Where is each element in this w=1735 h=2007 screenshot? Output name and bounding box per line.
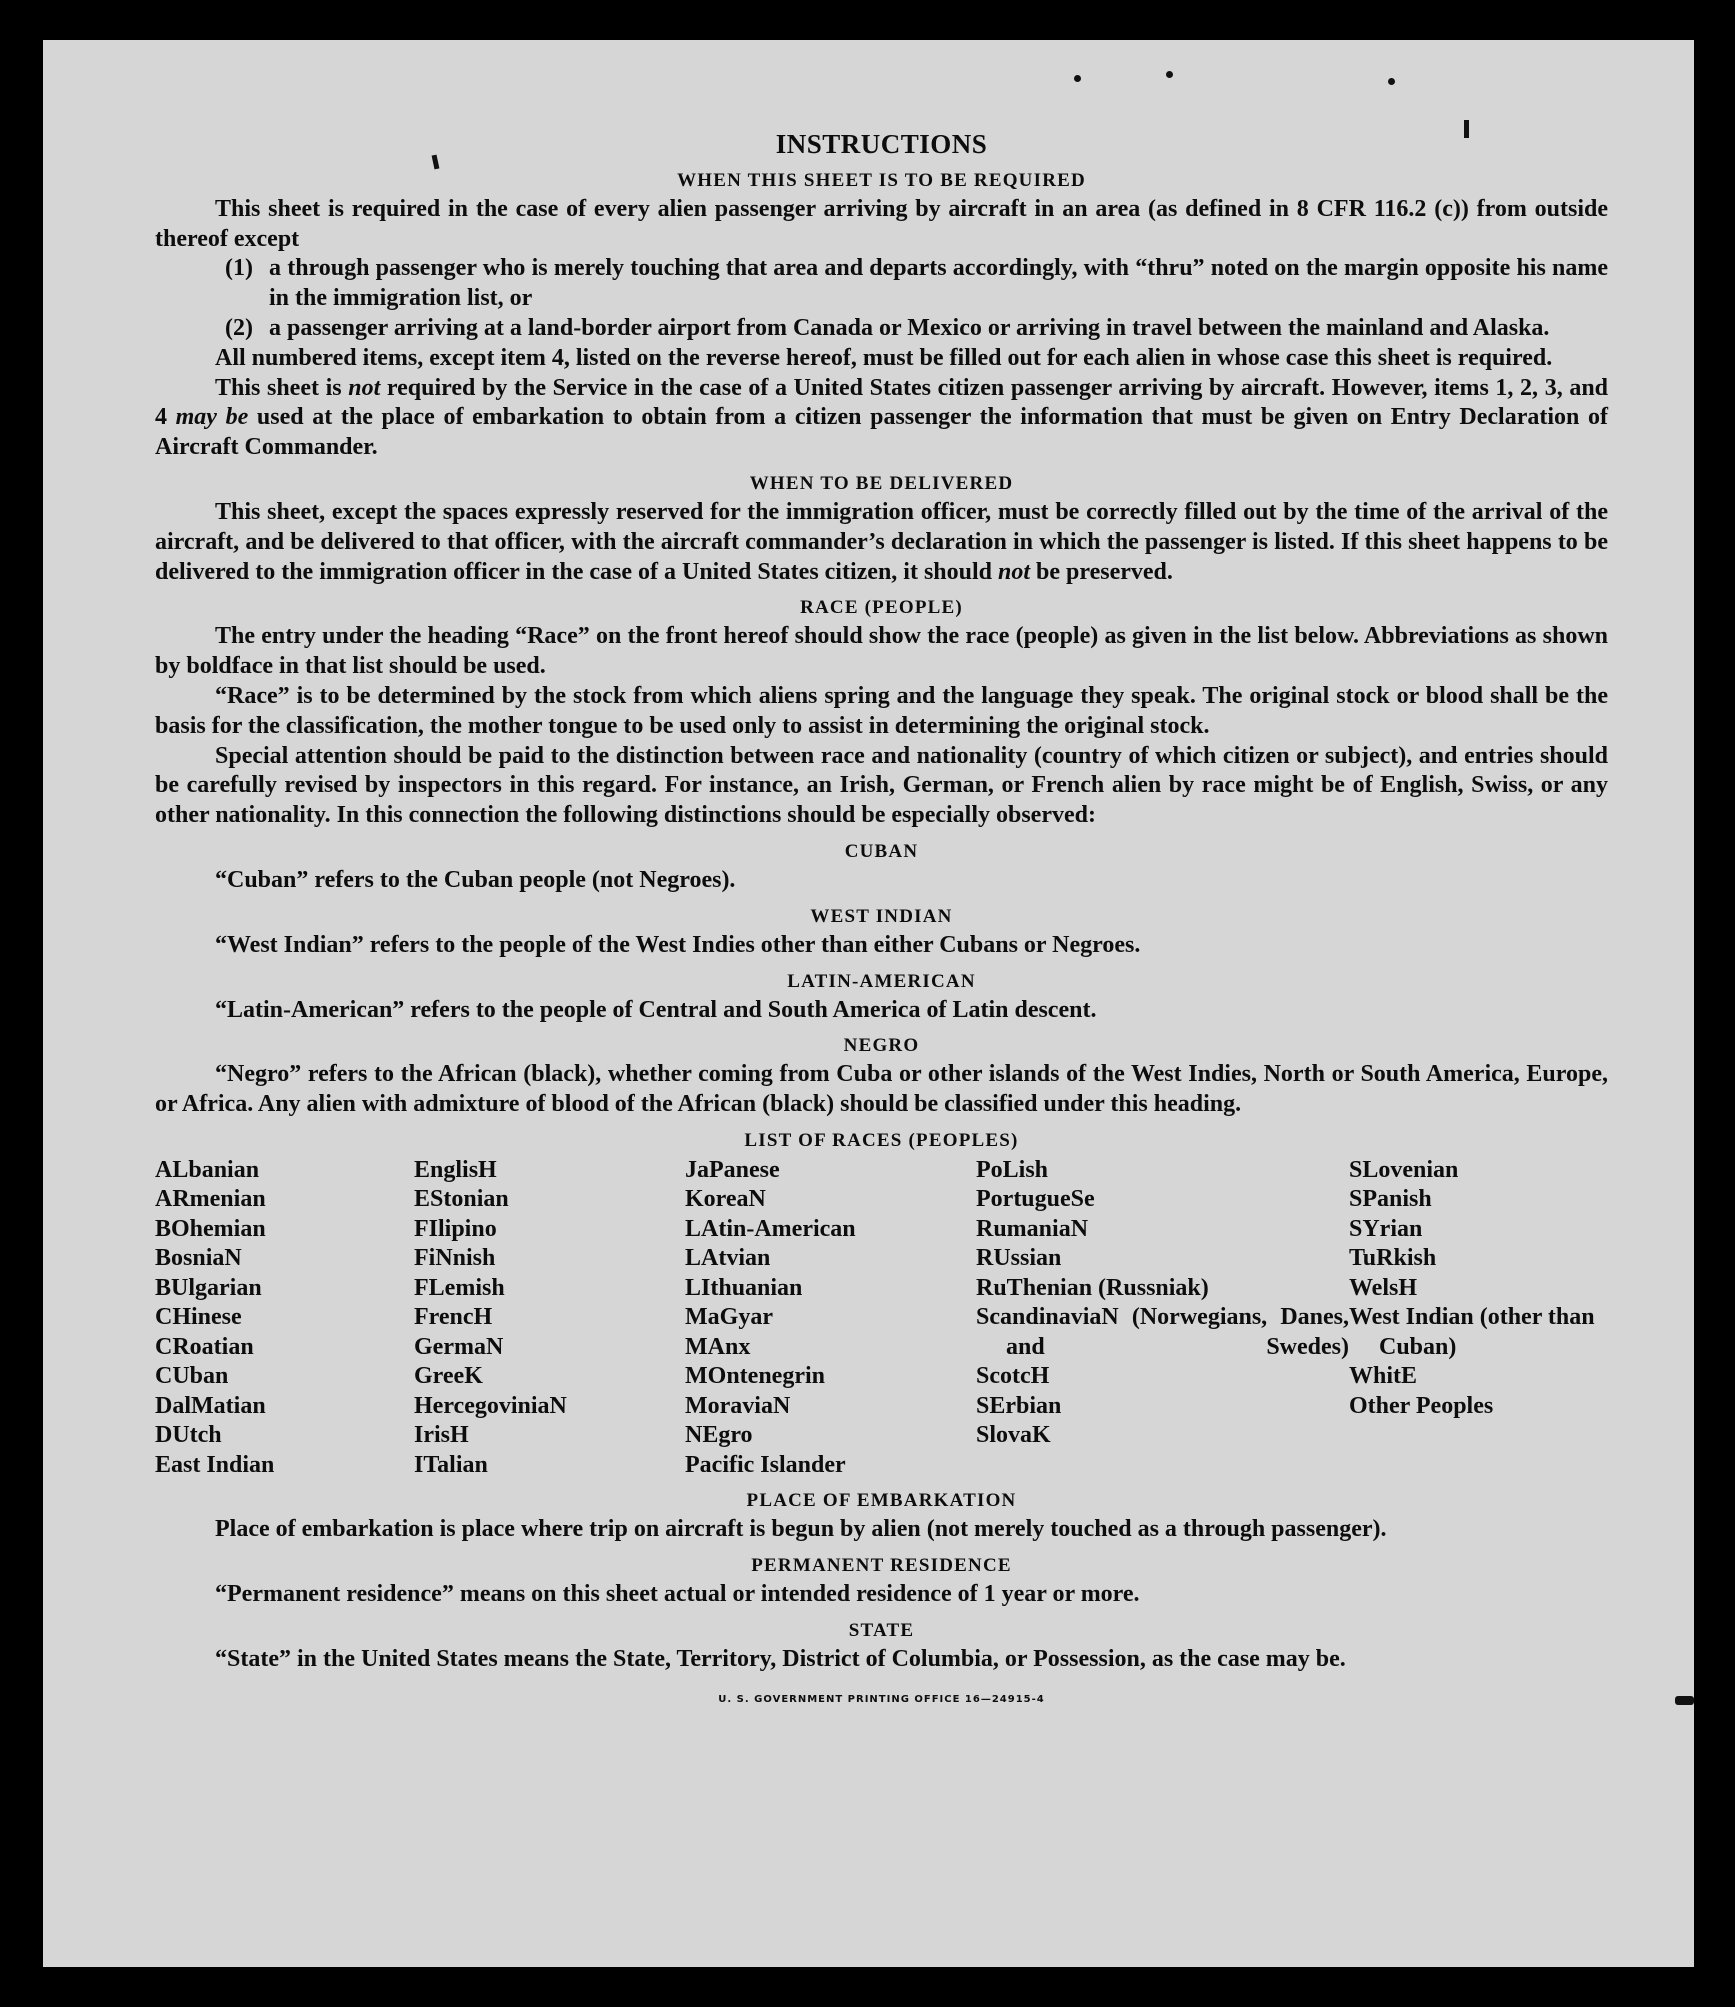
heading-required: WHEN THIS SHEET IS TO BE REQUIRED <box>677 169 1086 191</box>
emphasis-not: not <box>348 374 381 401</box>
page-title: INSTRUCTIONS <box>775 129 988 159</box>
race-item: ALbanian <box>155 1156 260 1183</box>
race-item: CRoatian <box>155 1333 254 1360</box>
heading-state: STATE <box>848 1620 915 1642</box>
heading-place-of-embarkation: PLACE OF EMBARKATION <box>746 1490 1017 1512</box>
race-item: MAnx <box>685 1333 751 1360</box>
race-item: RumaniaN <box>976 1215 1089 1242</box>
item-text: a through passenger who is merely touching that area and departs accordingly, with “thru” noted on the margin opposite his name in the immigration list, or <box>269 255 1608 312</box>
state-paragraph: “State” in the United States means the State, Territory, District of Columbia, or Possession, as the case may be. <box>215 1646 1346 1673</box>
race-column-2 <box>414 1156 685 1481</box>
race-item: JaPanese <box>685 1156 780 1183</box>
race-item: IrisH <box>414 1422 469 1449</box>
race-item: LIthuanian <box>685 1274 803 1301</box>
heading-delivered: WHEN TO BE DELIVERED <box>749 472 1014 494</box>
race-item: East Indian <box>155 1451 275 1478</box>
race-item: FiNnish <box>414 1245 496 1272</box>
item-number: (2) <box>225 314 253 341</box>
residence-paragraph: “Permanent residence” means on this sheet actual or intended residence of 1 year or more. <box>215 1581 1140 1608</box>
race-item: BOhemian <box>155 1215 266 1242</box>
instructions-content <box>155 130 1608 1715</box>
race-item: CHinese <box>155 1304 242 1331</box>
race-item: DalMatian <box>155 1392 266 1419</box>
race-column-4 <box>976 1156 1349 1481</box>
race-item: LAtvian <box>685 1245 771 1272</box>
item-text: a passenger arriving at a land-border airport from Canada or Mexico or arriving in travel between the mainland and Alaska. <box>269 314 1550 341</box>
race-item: RuThenian (Russniak) <box>976 1274 1209 1301</box>
race-item: MaGyar <box>685 1304 773 1331</box>
race-item: SYrian <box>1349 1215 1423 1242</box>
printer-imprint: U. S. GOVERNMENT PRINTING OFFICE 16—24915-4 <box>718 1693 1045 1705</box>
race-item: LAtin-American <box>685 1215 856 1242</box>
required-intro: This sheet is required in the case of every alien passenger arriving by aircraft in an area (as defined in 8 CFR 116.2 (c)) from outside thereof except <box>155 195 1608 252</box>
emphasis-may-be: may be <box>175 404 249 431</box>
race-item: BUlgarian <box>155 1274 262 1301</box>
heading-race: RACE (PEOPLE) <box>800 597 963 619</box>
exception-item-2 <box>155 314 1608 344</box>
race-item: EStonian <box>414 1186 509 1213</box>
heading-negro: NEGRO <box>843 1035 920 1057</box>
race-column-3 <box>685 1156 976 1481</box>
race-item: HercegoviniaN <box>414 1392 567 1419</box>
latin-american-definition: “Latin-American” refers to the people of Central and South America of Latin descent. <box>215 996 1097 1023</box>
speck-mark <box>1074 75 1081 82</box>
race-item: GermaN <box>414 1333 504 1360</box>
numbered-items-paragraph: All numbered items, except item 4, listed on the reverse hereof, must be filled out for each alien in whose case this sheet is required. <box>215 344 1553 371</box>
race-item: FLemish <box>414 1274 505 1301</box>
race-item: WhitE <box>1349 1363 1418 1390</box>
heading-west-indian: WEST INDIAN <box>810 905 953 927</box>
race-item: FIlipino <box>414 1215 497 1242</box>
race-item: West Indian (other than Cuban) <box>1349 1304 1595 1360</box>
race-item: ScandinaviaN (Norwegians, Danes, and Swedes) <box>976 1304 1349 1360</box>
race-item: EnglisH <box>414 1156 497 1183</box>
cuban-definition: “Cuban” refers to the Cuban people (not Negroes). <box>215 866 736 893</box>
race-item: PortugueSe <box>976 1186 1095 1213</box>
west-indian-definition: “West Indian” refers to the people of the West Indies other than either Cubans or Negroes. <box>215 931 1141 958</box>
item-number: (1) <box>225 255 253 282</box>
ink-mark <box>1675 1696 1694 1705</box>
race-item: NEgro <box>685 1422 753 1449</box>
race-item: Pacific Islander <box>685 1451 846 1478</box>
race-item: TuRkish <box>1349 1245 1437 1272</box>
race-item: GreeK <box>414 1363 483 1390</box>
race-column-1 <box>155 1156 414 1481</box>
race-column-5 <box>1349 1156 1608 1481</box>
race-item: SPanish <box>1349 1186 1432 1213</box>
race-item: MoraviaN <box>685 1392 791 1419</box>
race-item: SlovaK <box>976 1422 1051 1449</box>
race-paragraph-3: Special attention should be paid to the distinction between race and nationality (country of which citizen or subject), and entries should be carefully revised by inspectors in this regard. For instance, an Irish, German, or French alien by race might be of English, Swiss, or any other nationality. In this connection the following distinctions should be especially observed: <box>155 742 1608 829</box>
heading-cuban: CUBAN <box>844 840 919 862</box>
race-list <box>155 1156 1608 1481</box>
race-item: BosniaN <box>155 1245 242 1272</box>
race-item: MOntenegrin <box>685 1363 825 1390</box>
embarkation-paragraph: Place of embarkation is place where trip on aircraft is begun by alien (not merely touched as a through passenger). <box>215 1516 1387 1543</box>
heading-permanent-residence: PERMANENT RESIDENCE <box>751 1555 1012 1577</box>
exception-item-1 <box>155 254 1608 314</box>
race-item: FrencH <box>414 1304 493 1331</box>
race-item: PoLish <box>976 1156 1049 1183</box>
race-item: SLovenian <box>1349 1156 1459 1183</box>
race-item: KoreaN <box>685 1186 766 1213</box>
delivered-paragraph: This sheet, except the spaces expressly reserved for the immigration officer, must be correctly filled out by the time of the arrival of the aircraft, and be delivered to that officer, with the aircraft commander’s declaration in which the passenger is listed. If this sheet happens to be delivered to the immigration officer in the case of a United States citizen, it should not be preserved. <box>155 498 1608 585</box>
document-page <box>43 40 1694 1967</box>
speck-mark <box>1166 71 1173 78</box>
race-item: ScotcH <box>976 1363 1050 1390</box>
race-item: ITalian <box>414 1451 488 1478</box>
race-paragraph-2: “Race” is to be determined by the stock from which aliens spring and the language they speak. The original stock or blood shall be the basis for the classification, the mother tongue to be used only to assist in determining the original stock. <box>155 682 1608 739</box>
race-paragraph-1: The entry under the heading “Race” on the front hereof should show the race (people) as given in the list below. Abbreviations as shown by boldface in that list should be used. <box>155 623 1608 680</box>
race-item: ARmenian <box>155 1186 266 1213</box>
race-item: DUtch <box>155 1422 222 1449</box>
race-item: RUssian <box>976 1245 1062 1272</box>
race-item: CUban <box>155 1363 229 1390</box>
citizen-paragraph: This sheet is not required by the Service in the case of a United States citizen passenger arriving by aircraft. However, items 1, 2, 3, and 4 may be used at the place of embarkation to obtain from a citizen passenger the information that must be given on Entry Declaration of Aircraft Commander. <box>155 374 1609 461</box>
race-item: WelsH <box>1349 1274 1418 1301</box>
speck-mark <box>1388 78 1395 85</box>
negro-definition: “Negro” refers to the African (black), whether coming from Cuba or other islands of the West Indies, North or South America, Europe, or Africa. Any alien with admixture of blood of the African (black) should be classified under this heading. <box>155 1061 1608 1118</box>
emphasis-not: not <box>998 558 1031 585</box>
heading-list-of-races: LIST OF RACES (PEOPLES) <box>744 1129 1019 1151</box>
race-item: SErbian <box>976 1392 1062 1419</box>
race-item: Other Peoples <box>1349 1392 1494 1419</box>
heading-latin-american: LATIN-AMERICAN <box>787 970 976 992</box>
